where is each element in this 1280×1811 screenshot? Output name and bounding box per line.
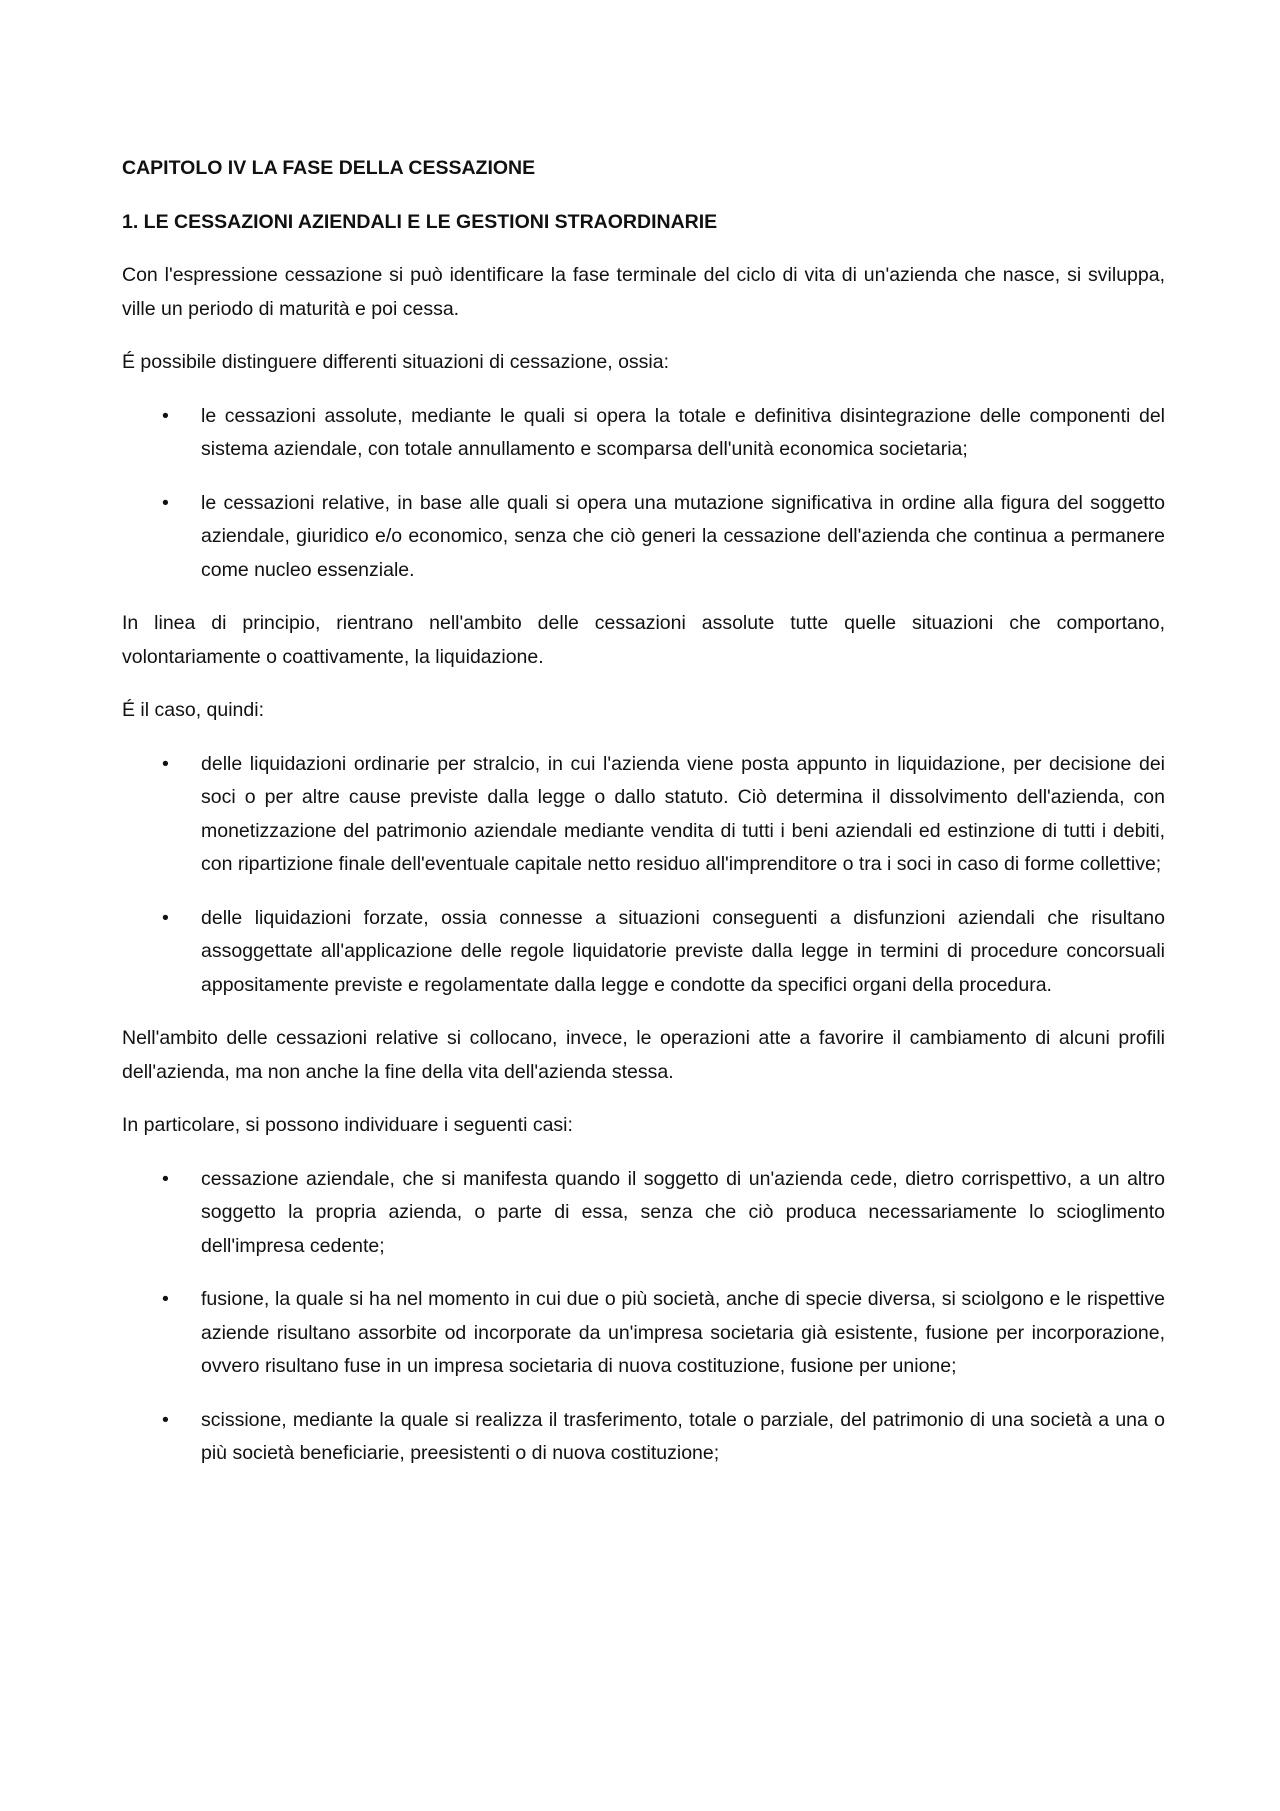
paragraph-distinguish: É possibile distinguere differenti situazioni di cessazione, ossia: [122,351,670,373]
document-page [122,152,1165,1491]
bullet-icon: • [162,906,169,929]
paragraph-relative: Nell'ambito delle cessazioni relative si collocano, invece, le operazioni atte a favorire il cambiamento di alcuni profili dell'azienda, ma non anche la fine della vita dell'azienda stessa. [122,1027,1165,1083]
list-item [122,400,1165,467]
list-item [122,1163,1165,1264]
list-item [122,1404,1165,1471]
bullet-icon: • [162,752,169,775]
list-item-text: le cessazioni relative, in base alle quali si opera una mutazione significativa in ordine alla figura del soggetto aziendale, giuridico e/o economico, senza che ciò generi la cessazione dell'azienda che continua a permanere come nucleo essenziale. [201,491,1165,581]
list-item [122,1283,1165,1384]
list-item [122,748,1165,882]
bullet-icon: • [162,1167,169,1190]
section-title: 1. LE CESSAZIONI AZIENDALI E LE GESTIONI STRAORDINARIE [122,210,718,233]
paragraph-particular: In particolare, si possono individuare i seguenti casi: [122,1114,573,1136]
paragraph-intro: Con l'espressione cessazione si può identificare la fase terminale del ciclo di vita di un'azienda che nasce, si sviluppa, ville un periodo di maturità e poi cessa. [122,264,1165,320]
liquidation-list [122,748,1165,1003]
bullet-icon: • [162,491,169,514]
operations-list [122,1163,1165,1471]
list-item [122,902,1165,1003]
cessation-types-list [122,400,1165,588]
list-item-text: le cessazioni assolute, mediante le quali si opera la totale e definitiva disintegrazione delle componenti del sistema aziendale, con totale annullamento e scomparsa dell'unità economica societaria; [201,404,1165,460]
paragraph-cases: É il caso, quindi: [122,699,264,721]
list-item-text: delle liquidazioni forzate, ossia connesse a situazioni conseguenti a disfunzioni aziendali che risultano assoggettate all'applicazione delle regole liquidatorie previste dalla legge in termini di procedure concorsuali appositamente previste e regolamentate dalla legge e condotte da specifici organi della procedura. [201,906,1165,996]
list-item-text: cessazione aziendale, che si manifesta quando il soggetto di un'azienda cede, dietro corrispettivo, a un altro soggetto la propria azienda, o parte di essa, senza che ciò produca necessariamente lo scioglimento dell'impresa cedente; [201,1167,1165,1257]
bullet-icon: • [162,1408,169,1431]
list-item-text: fusione, la quale si ha nel momento in cui due o più società, anche di specie diversa, si sciolgono e le rispettive aziende risultano assorbite od incorporate da un'impresa societaria già esistente, fusione per incorporazione, ovvero risultano fuse in un impresa societaria di nuova costituzione, fusione per unione; [201,1288,1165,1377]
list-item-text: delle liquidazioni ordinarie per stralcio, in cui l'azienda viene posta appunto in liquidazione, per decisione dei soci o per altre cause previste dalla legge o dallo statuto. Ciò determina il dissolvimento dell'azienda, con monetizzazione del patrimonio aziendale mediante vendita di tutti i beni aziendali ed estinzione di tutti i debiti, con ripartizione finale dell'eventuale capitale netto residuo all'imprenditore o tra i soci in caso di forme collettive; [201,752,1165,875]
chapter-title: CAPITOLO IV LA FASE DELLA CESSAZIONE [122,157,536,179]
bullet-icon: • [162,404,169,427]
list-item-text: scissione, mediante la quale si realizza il trasferimento, totale o parziale, del patrimonio di una società a una o più società beneficiarie, preesistenti o di nuova costituzione; [201,1408,1165,1464]
list-item [122,487,1165,588]
paragraph-absolute: In linea di principio, rientrano nell'ambito delle cessazioni assolute tutte quelle situazioni che comportano, volontariamente o coattivamente, la liquidazione. [122,612,1165,668]
bullet-icon: • [162,1288,169,1310]
